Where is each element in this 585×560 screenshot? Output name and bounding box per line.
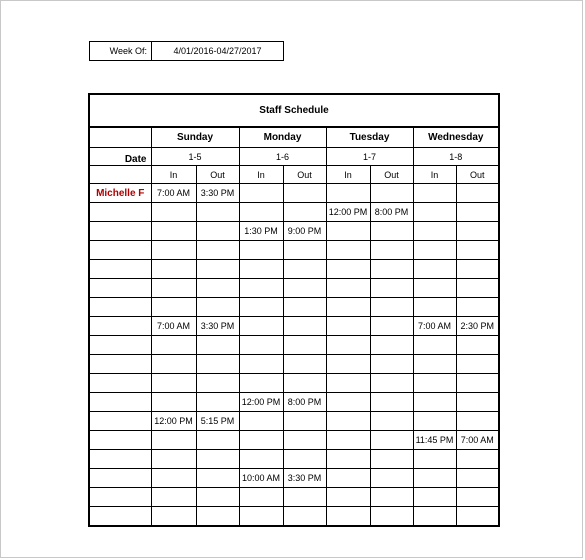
time-out-cell[interactable] [196, 222, 239, 241]
time-in-cell[interactable] [413, 241, 456, 260]
time-out-cell[interactable] [456, 488, 499, 507]
in-header: In [413, 166, 456, 184]
employee-name-cell[interactable] [89, 450, 151, 469]
time-out-cell[interactable] [196, 260, 239, 279]
employee-name-cell[interactable] [89, 469, 151, 488]
time-out-cell[interactable] [370, 222, 413, 241]
time-in-cell[interactable]: 7:00 AM [413, 317, 456, 336]
time-out-cell[interactable] [283, 488, 326, 507]
time-in-cell[interactable] [326, 260, 370, 279]
time-in-cell[interactable] [239, 184, 283, 203]
time-in-cell[interactable] [413, 203, 456, 222]
time-in-cell[interactable] [239, 431, 283, 450]
out-header: Out [196, 166, 239, 184]
time-out-cell[interactable] [196, 374, 239, 393]
time-out-cell[interactable] [283, 374, 326, 393]
table-row [89, 507, 499, 527]
time-in-cell[interactable] [151, 488, 196, 507]
time-out-cell[interactable] [456, 222, 499, 241]
week-of-label: Week Of: [90, 42, 152, 60]
time-out-cell[interactable] [283, 317, 326, 336]
time-out-cell[interactable] [456, 450, 499, 469]
time-out-cell[interactable] [283, 279, 326, 298]
time-in-cell[interactable] [239, 317, 283, 336]
time-in-cell[interactable] [239, 507, 283, 527]
time-out-cell[interactable]: 3:30 PM [196, 184, 239, 203]
time-in-cell[interactable] [326, 317, 370, 336]
day-header-row [89, 127, 499, 148]
time-out-cell[interactable]: 2:30 PM [456, 317, 499, 336]
employee-name-cell[interactable]: Michelle F [89, 184, 151, 203]
table-row [89, 374, 499, 393]
out-header: Out [370, 166, 413, 184]
employee-name-cell[interactable] [89, 298, 151, 317]
schedule-title: Staff Schedule [89, 94, 499, 127]
table-row [89, 279, 499, 298]
time-in-cell[interactable] [413, 298, 456, 317]
time-in-cell[interactable] [413, 374, 456, 393]
time-in-cell[interactable] [413, 469, 456, 488]
table-row [89, 469, 499, 488]
time-in-cell[interactable]: 12:00 PM [151, 412, 196, 431]
time-in-cell[interactable] [151, 203, 196, 222]
time-in-cell[interactable] [239, 355, 283, 374]
day-header-sunday: Sunday [151, 127, 239, 148]
time-in-cell[interactable] [326, 184, 370, 203]
time-out-cell[interactable] [456, 374, 499, 393]
time-in-cell[interactable] [326, 412, 370, 431]
time-in-cell[interactable] [413, 184, 456, 203]
day-header-tuesday: Tuesday [326, 127, 413, 148]
time-in-cell[interactable] [326, 393, 370, 412]
time-in-cell[interactable] [239, 260, 283, 279]
in-header: In [326, 166, 370, 184]
time-out-cell[interactable] [456, 355, 499, 374]
time-out-cell[interactable] [283, 412, 326, 431]
time-in-cell[interactable] [326, 336, 370, 355]
time-in-cell[interactable] [151, 393, 196, 412]
out-header: Out [456, 166, 499, 184]
time-out-cell[interactable] [370, 260, 413, 279]
employee-name-cell[interactable] [89, 336, 151, 355]
time-out-cell[interactable] [196, 393, 239, 412]
time-in-cell[interactable] [239, 412, 283, 431]
date-sunday: 1-5 [151, 148, 239, 166]
time-out-cell[interactable] [283, 355, 326, 374]
employee-name-cell[interactable] [89, 241, 151, 260]
time-out-cell[interactable] [283, 184, 326, 203]
time-in-cell[interactable]: 10:00 AM [239, 469, 283, 488]
time-in-cell[interactable] [326, 279, 370, 298]
time-in-cell[interactable]: 1:30 PM [239, 222, 283, 241]
table-row [89, 336, 499, 355]
time-out-cell[interactable] [456, 184, 499, 203]
time-out-cell[interactable] [456, 469, 499, 488]
employee-name-cell[interactable] [89, 393, 151, 412]
time-out-cell[interactable] [370, 298, 413, 317]
in-header: In [151, 166, 196, 184]
time-in-cell[interactable] [151, 450, 196, 469]
time-in-cell[interactable] [413, 279, 456, 298]
time-in-cell[interactable] [413, 222, 456, 241]
time-out-cell[interactable] [456, 260, 499, 279]
employee-name-cell[interactable] [89, 355, 151, 374]
table-row [89, 393, 499, 412]
time-out-cell[interactable] [456, 241, 499, 260]
time-out-cell[interactable] [283, 260, 326, 279]
employee-name-cell[interactable] [89, 507, 151, 527]
out-header: Out [283, 166, 326, 184]
time-in-cell[interactable] [326, 450, 370, 469]
time-out-cell[interactable] [370, 355, 413, 374]
employee-name-cell[interactable] [89, 317, 151, 336]
time-in-cell[interactable] [151, 241, 196, 260]
time-in-cell[interactable] [151, 469, 196, 488]
time-out-cell[interactable] [196, 450, 239, 469]
date-row [89, 148, 499, 166]
time-in-cell[interactable] [151, 260, 196, 279]
table-row [89, 317, 499, 336]
time-in-cell[interactable]: 7:00 AM [151, 184, 196, 203]
time-out-cell[interactable] [370, 412, 413, 431]
time-out-cell[interactable] [196, 279, 239, 298]
time-in-cell[interactable] [239, 450, 283, 469]
table-row [89, 450, 499, 469]
time-out-cell[interactable] [456, 298, 499, 317]
employee-name-cell[interactable] [89, 374, 151, 393]
time-in-cell[interactable] [239, 374, 283, 393]
time-out-cell[interactable] [370, 279, 413, 298]
time-out-cell[interactable] [370, 488, 413, 507]
time-in-cell[interactable] [151, 355, 196, 374]
time-out-cell[interactable] [283, 298, 326, 317]
time-in-cell[interactable] [413, 507, 456, 527]
time-in-cell[interactable] [413, 488, 456, 507]
time-out-cell[interactable] [196, 298, 239, 317]
staff-schedule-table [88, 93, 500, 527]
time-out-cell[interactable] [370, 317, 413, 336]
time-out-cell[interactable]: 3:30 PM [196, 317, 239, 336]
time-in-cell[interactable] [326, 355, 370, 374]
time-in-cell[interactable]: 12:00 PM [326, 203, 370, 222]
time-in-cell[interactable] [413, 450, 456, 469]
time-out-cell[interactable] [370, 469, 413, 488]
time-out-cell[interactable]: 5:15 PM [196, 412, 239, 431]
time-in-cell[interactable]: 11:45 PM [413, 431, 456, 450]
time-out-cell[interactable]: 3:30 PM [283, 469, 326, 488]
employee-name-cell[interactable] [89, 488, 151, 507]
time-in-cell[interactable] [151, 374, 196, 393]
time-out-cell[interactable] [456, 203, 499, 222]
time-out-cell[interactable] [196, 355, 239, 374]
time-out-cell[interactable]: 8:00 PM [283, 393, 326, 412]
time-in-cell[interactable] [239, 279, 283, 298]
time-in-cell[interactable] [413, 355, 456, 374]
day-header-wednesday: Wednesday [413, 127, 499, 148]
time-in-cell[interactable] [326, 374, 370, 393]
date-monday: 1-6 [239, 148, 326, 166]
time-out-cell[interactable] [370, 507, 413, 527]
time-in-cell[interactable] [326, 222, 370, 241]
employee-name-cell[interactable] [89, 222, 151, 241]
time-out-cell[interactable] [370, 374, 413, 393]
week-of-value[interactable]: 4/01/2016-04/27/2017 [173, 46, 262, 56]
time-in-cell[interactable] [413, 260, 456, 279]
time-out-cell[interactable] [283, 241, 326, 260]
corner-cell [89, 127, 151, 148]
time-in-cell[interactable] [151, 336, 196, 355]
time-in-cell[interactable] [326, 241, 370, 260]
time-out-cell[interactable] [196, 336, 239, 355]
time-out-cell[interactable] [196, 203, 239, 222]
time-out-cell[interactable] [370, 184, 413, 203]
time-out-cell[interactable] [196, 469, 239, 488]
day-header-monday: Monday [239, 127, 326, 148]
employee-name-cell[interactable] [89, 412, 151, 431]
time-out-cell[interactable] [283, 431, 326, 450]
time-out-cell[interactable] [456, 336, 499, 355]
time-out-cell[interactable] [283, 203, 326, 222]
date-label: Date [89, 148, 151, 166]
table-row [89, 431, 499, 450]
time-out-cell[interactable]: 9:00 PM [283, 222, 326, 241]
time-out-cell[interactable] [283, 450, 326, 469]
week-of-box [89, 41, 284, 61]
date-tuesday: 1-7 [326, 148, 413, 166]
time-in-cell[interactable] [151, 222, 196, 241]
time-in-cell[interactable] [326, 469, 370, 488]
time-in-cell[interactable] [413, 393, 456, 412]
table-row [89, 260, 499, 279]
table-row [89, 222, 499, 241]
time-out-cell[interactable] [456, 412, 499, 431]
employee-name-cell[interactable] [89, 203, 151, 222]
time-out-cell[interactable] [370, 450, 413, 469]
table-row [89, 488, 499, 507]
time-in-cell[interactable] [239, 336, 283, 355]
date-wednesday: 1-8 [413, 148, 499, 166]
blank-cell [89, 166, 151, 184]
time-in-cell[interactable] [326, 507, 370, 527]
time-in-cell[interactable] [326, 298, 370, 317]
time-out-cell[interactable] [283, 507, 326, 527]
time-out-cell[interactable] [370, 241, 413, 260]
time-out-cell[interactable] [370, 431, 413, 450]
time-in-cell[interactable]: 12:00 PM [239, 393, 283, 412]
time-in-cell[interactable] [151, 279, 196, 298]
time-out-cell[interactable] [456, 507, 499, 527]
time-out-cell[interactable] [370, 393, 413, 412]
time-in-cell[interactable] [151, 507, 196, 527]
time-out-cell[interactable]: 7:00 AM [456, 431, 499, 450]
time-out-cell[interactable] [456, 279, 499, 298]
time-in-cell[interactable] [151, 431, 196, 450]
table-row [89, 355, 499, 374]
time-in-cell[interactable] [239, 241, 283, 260]
time-in-cell[interactable] [326, 488, 370, 507]
time-out-cell[interactable] [196, 488, 239, 507]
in-out-header-row [89, 166, 499, 184]
time-in-cell[interactable] [413, 336, 456, 355]
time-out-cell[interactable] [196, 241, 239, 260]
time-in-cell[interactable] [413, 412, 456, 431]
time-in-cell[interactable] [239, 488, 283, 507]
in-header: In [239, 166, 283, 184]
table-row [89, 412, 499, 431]
table-row [89, 298, 499, 317]
time-in-cell[interactable] [239, 298, 283, 317]
time-out-cell[interactable] [283, 336, 326, 355]
time-in-cell[interactable] [151, 298, 196, 317]
employee-name-cell[interactable] [89, 431, 151, 450]
table-row [89, 184, 499, 203]
time-out-cell[interactable] [370, 336, 413, 355]
time-in-cell[interactable] [239, 203, 283, 222]
time-in-cell[interactable]: 7:00 AM [151, 317, 196, 336]
table-row [89, 241, 499, 260]
time-out-cell[interactable] [196, 507, 239, 527]
time-out-cell[interactable] [456, 393, 499, 412]
table-row [89, 203, 499, 222]
employee-name-cell[interactable] [89, 279, 151, 298]
employee-name-cell[interactable] [89, 260, 151, 279]
time-out-cell[interactable] [196, 431, 239, 450]
time-out-cell[interactable]: 8:00 PM [370, 203, 413, 222]
time-in-cell[interactable] [326, 431, 370, 450]
